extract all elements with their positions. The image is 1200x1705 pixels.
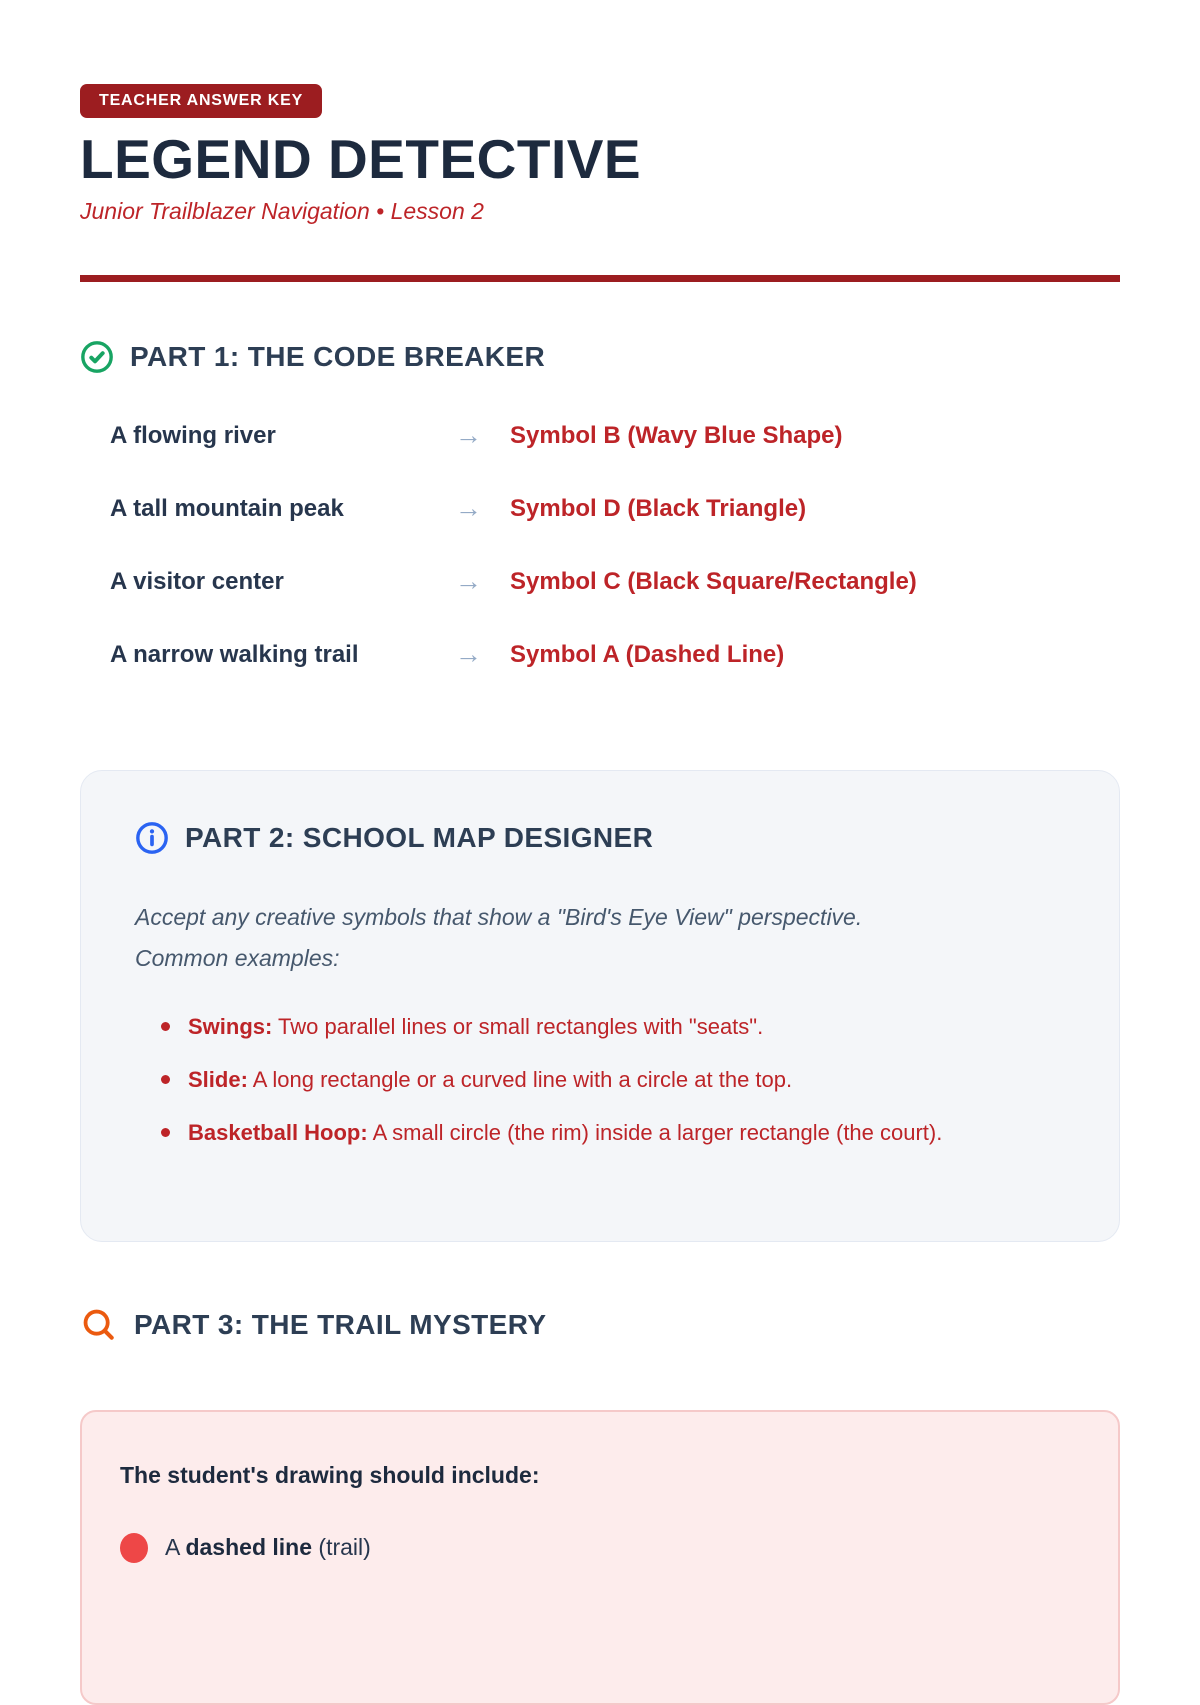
part1-section xyxy=(80,340,1120,670)
match-item: A visitor center xyxy=(110,567,284,595)
answer-card-title: The student's drawing should include: xyxy=(120,1461,540,1488)
part2-bullet-list xyxy=(161,1010,1065,1149)
match-row xyxy=(110,639,1120,670)
bullet-dot xyxy=(161,1022,170,1031)
page-title: LEGEND DETECTIVE xyxy=(80,128,642,190)
answer-card-item xyxy=(120,1533,1080,1563)
part3-heading-row xyxy=(80,1306,1120,1344)
bullet-dot xyxy=(161,1128,170,1137)
part3-heading: PART 3: THE TRAIL MYSTERY xyxy=(134,1308,547,1340)
page-subtitle: Junior Trailblazer Navigation • Lesson 2 xyxy=(80,198,484,225)
part2-heading-row xyxy=(135,821,1065,855)
part3-section xyxy=(80,1306,1120,1705)
bullet-item-basketball-hoop xyxy=(161,1116,1065,1149)
match-item: A tall mountain peak xyxy=(110,494,344,522)
match-list xyxy=(110,420,1120,670)
bullet-dot xyxy=(161,1075,170,1084)
bullet-item-swings xyxy=(161,1010,1065,1043)
match-row xyxy=(110,566,1120,597)
bullet-text: A small circle (the rim) inside a larger rectangle (the court). xyxy=(367,1119,943,1145)
arrow-icon: → xyxy=(455,493,482,524)
answer-item-bold: dashed line xyxy=(185,1534,313,1561)
match-answer: Symbol B (Wavy Blue Shape) xyxy=(510,421,843,449)
bullet-label: Swings: xyxy=(188,1013,273,1039)
part2-intro-line2: Common examples: xyxy=(135,944,340,971)
search-icon xyxy=(80,1306,118,1344)
answer-item-post: (trail) xyxy=(312,1534,371,1561)
part3-answer-card xyxy=(80,1410,1120,1705)
match-row xyxy=(110,493,1120,524)
answer-key-badge: TEACHER ANSWER KEY xyxy=(80,84,322,118)
bullet-item-slide xyxy=(161,1063,1065,1096)
arrow-icon: → xyxy=(455,639,482,670)
part1-heading-row xyxy=(80,340,1120,374)
answer-item-pre: A xyxy=(165,1534,186,1561)
part2-card xyxy=(80,770,1120,1242)
red-dot-bullet xyxy=(120,1533,148,1563)
bullet-label: Slide: xyxy=(188,1066,248,1092)
info-circle-icon xyxy=(135,821,169,855)
match-answer: Symbol A (Dashed Line) xyxy=(510,640,785,668)
bullet-text: A long rectangle or a curved line with a circle at the top. xyxy=(247,1066,793,1092)
part2-intro-line1: Accept any creative symbols that show a "Bird's Eye View" perspective. xyxy=(135,904,863,931)
check-circle-icon xyxy=(80,340,114,374)
arrow-icon: → xyxy=(455,566,482,597)
match-item: A flowing river xyxy=(110,421,276,449)
bullet-text: Two parallel lines or small rectangles with "seats". xyxy=(272,1013,764,1039)
match-answer: Symbol D (Black Triangle) xyxy=(510,494,807,522)
match-answer: Symbol C (Black Square/Rectangle) xyxy=(510,567,917,595)
match-item: A narrow walking trail xyxy=(110,640,359,668)
part1-heading: PART 1: THE CODE BREAKER xyxy=(130,341,546,373)
part2-heading: PART 2: SCHOOL MAP DESIGNER xyxy=(185,822,654,854)
match-row xyxy=(110,420,1120,451)
bullet-label: Basketball Hoop: xyxy=(188,1119,368,1145)
part2-intro xyxy=(135,897,1065,978)
arrow-icon: → xyxy=(455,420,482,451)
divider-rule xyxy=(80,275,1120,282)
answer-item-text xyxy=(165,1534,371,1561)
